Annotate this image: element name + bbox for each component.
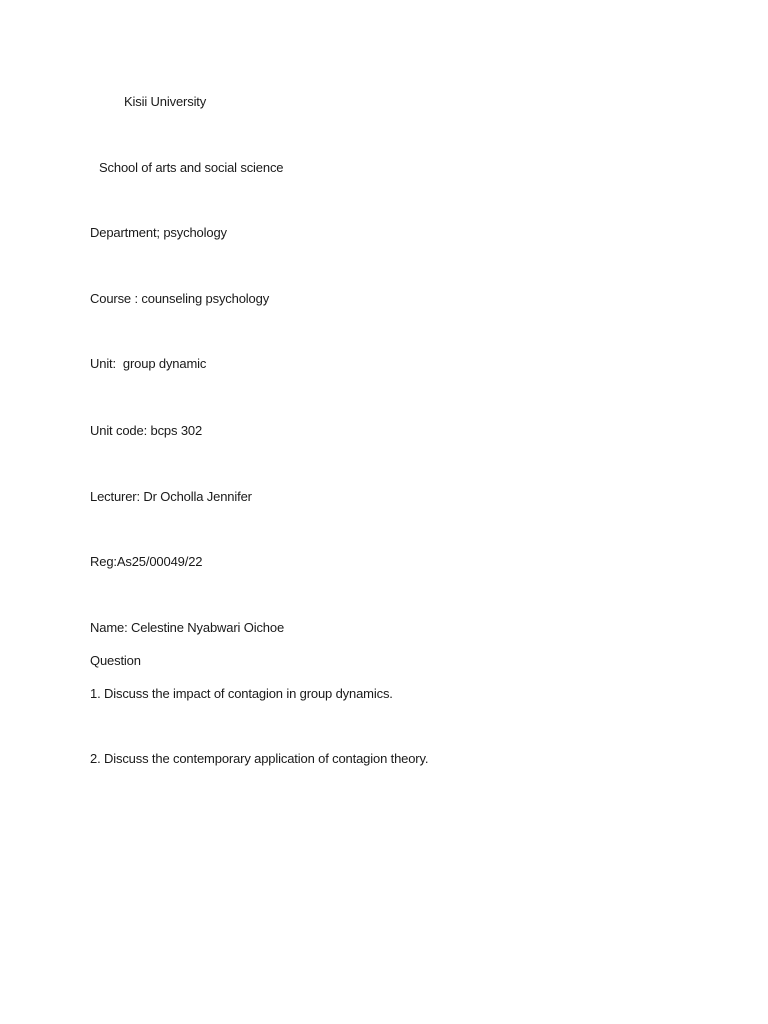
question-item-2: 2. Discuss the contemporary application of contagion theory. bbox=[90, 751, 429, 766]
question-heading: Question bbox=[90, 653, 141, 668]
course-line: Course : counseling psychology bbox=[90, 291, 270, 306]
department-line: Department; psychology bbox=[90, 225, 227, 240]
unit-line: Unit: group dynamic bbox=[90, 356, 207, 371]
question-item-1: 1. Discuss the impact of contagion in group dynamics. bbox=[90, 686, 393, 701]
school-name: School of arts and social science bbox=[99, 160, 284, 175]
lecturer-line: Lecturer: Dr Ocholla Jennifer bbox=[90, 489, 252, 504]
university-name: Kisii University bbox=[124, 94, 207, 109]
unit-code-line: Unit code: bcps 302 bbox=[90, 423, 203, 438]
registration-line: Reg:As25/00049/22 bbox=[90, 554, 203, 569]
student-name-line: Name: Celestine Nyabwari Oichoe bbox=[90, 620, 285, 635]
